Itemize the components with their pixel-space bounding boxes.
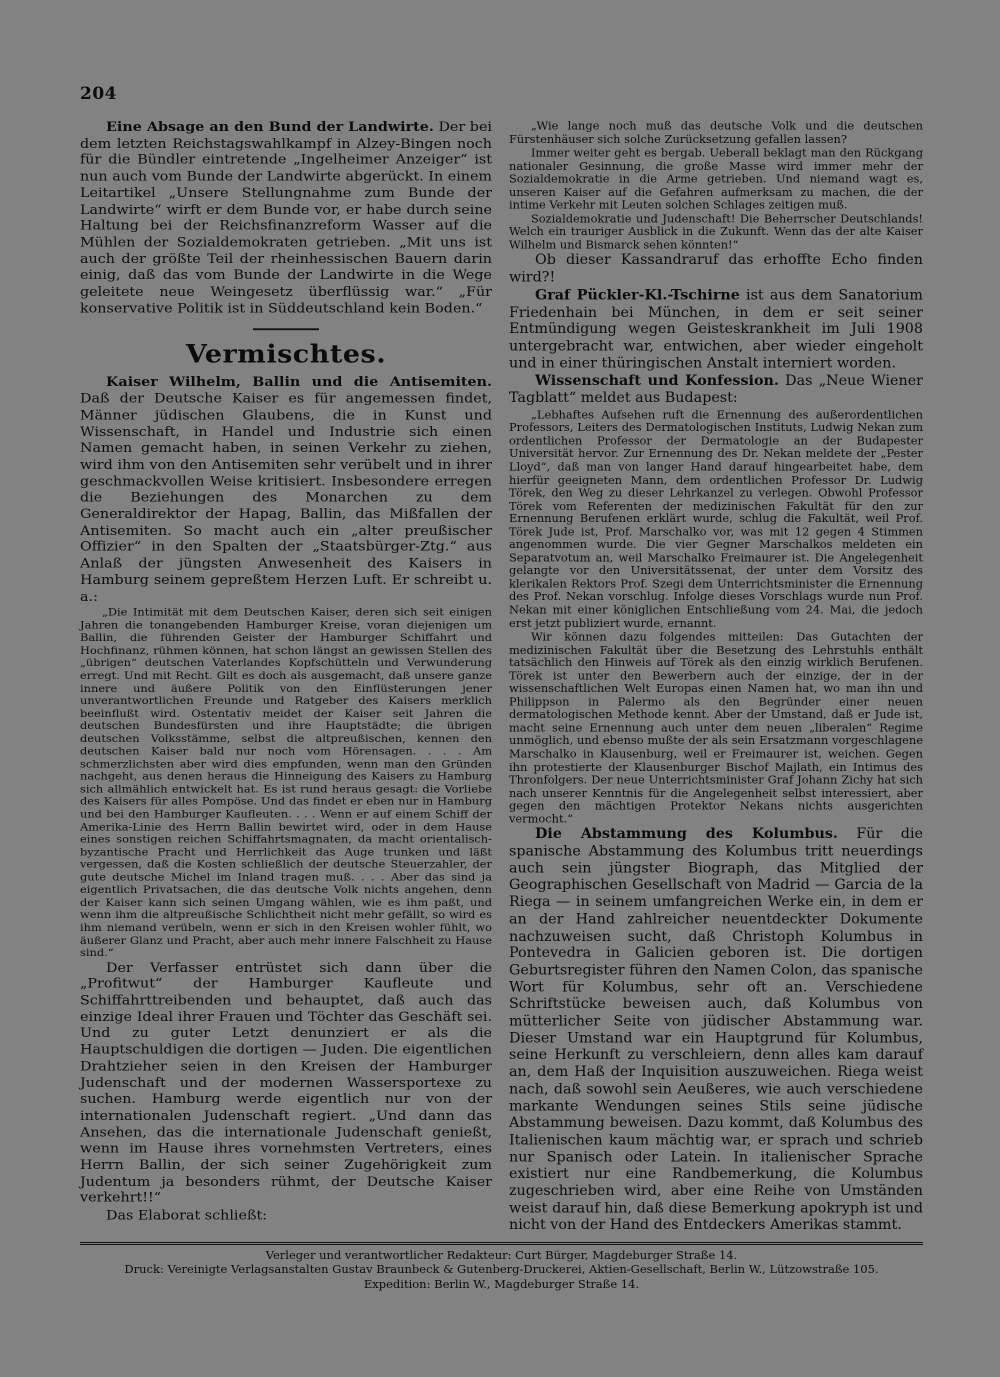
left-column bbox=[80, 120, 492, 1226]
quote-block: Wir können dazu folgendes mitteilen: Das Gutachten der medizinischen Fakultät über die Besetzung des Lehrstuhls enthält tatsächlich den Hinweis auf Törek als den einzig wirklich Berufenen. Törek ist unter den Bewerbern auch der einzige, der in der wissenschaftlichen Welt Europas einen Namen hat, wo man ihn und Philippson in Palermo als den Begründer einer neuen dermatologischen Methode kennt. Aber der Umstand, daß er Jude ist, macht seine Ernennung auch unter dem neuen „liberalen“ Regime unmöglich, und ebenso mußte der als sein Ersatzmann vorgeschlagene Marschalko in Klausenburg, weil er Freimaurer ist, weichen. Gegen ihn protestierte der Klausenburger Bischof Majlath, ein Intimus des Thronfolgers. Der neue Unterrichtsminister Graf Johann Zichy hat sich nach unserer Kenntnis für die Angelegenheit selbst interessiert, aber gegen den mächtigen Protektor Nekans nichts ausgerichten vermocht.“ bbox=[509, 629, 923, 826]
imprint-publisher: Verleger und verantwortlicher Redakteur: Curt Bürger, Magdeburger Straße 14. bbox=[265, 1248, 738, 1262]
article-paragraph: Der Verfasser entrüstet sich dann über die „Profitwut“ der Hamburger Kaufleute und Schiffahrttreibenden und behauptet, daß auch das einzige Ideal ihrer Frauen und Töchter das Geschäft sei. Und zu guter Letzt denunziert er als die Hauptschuldigen die dortigen — Juden. Die eigentlichen Drahtzieher seien in den Kreisen der Hamburger Judenschaft und der modernen Wassersportexe zu suchen. Hamburg werde eigentlich nur von der internationalen Judenschaft regiert. „Und dann das Ansehen, das die internationale Judenschaft genießt, wenn im Hause ihres vornehmsten Vertreters, eines Herrn Ballin, der sich seiner Zugehörigkeit zum Judentum ja besonders rühmt, der Deutsche Kaiser verkehrt!!“ bbox=[80, 960, 492, 1206]
article-headline: Eine Absage an den Bund der Landwirte. bbox=[106, 120, 434, 135]
article-headline: Kaiser Wilhelm, Ballin und die Antisemiten. bbox=[106, 375, 492, 391]
article-text: Der bei dem letzten Reichstagswahlkampf in Alzey-Bingen noch für die Bündler eintretende „Ingelheimer Anzeiger“ ist nun auch vom Bunde der Landwirte abgerückt. In einem Leitartikel „Unsere Stellungnahme zum Bunde der Landwirte“ wirft er dem Bunde vor, er habe durch seine Haltung bei der Reichsfinanzreform Wasser auf die Mühlen der Sozialdemokraten getrieben. „Mit uns ist auch der größte Teil der rheinhessischen Bauern darin einig, daß das vom Bunde der Landwirte in die Wege geleitete neue Weingesetz überflüssig war.“ „Für konservative Politik ist in Süddeutschland kein Boden.“ bbox=[80, 120, 492, 316]
article-bund-der-landwirte bbox=[80, 120, 492, 318]
imprint-footer bbox=[80, 1242, 923, 1291]
right-column bbox=[509, 120, 923, 1236]
article-headline: Wissenschaft und Konfession. bbox=[535, 373, 779, 390]
quote-block: „Lebhaftes Aufsehen ruft die Ernennung des außerordentlichen Professors, Leiters des Dermatologischen Instituts, Ludwig Nekan zum ordentlichen Professor der Dermatologie an der Budapester Universität hervor. Zur Ernennung des Dr. Nekan meldete der „Pester Lloyd“, daß man von langer Hand darauf hingearbeitet habe, dem hierfür geeigneten Mann, dem ordentlichen Professor Dr. Ludwig Törek, den Weg zu dieser Lehrkanzel zu verlegen. Obwohl Professor Törek vom Referenten der medizinischen Fakultät für den zur Ernennung Berufenen erklärt wurde, schlug die Fakultät, weil Prof. Törek Jude ist, Prof. Marschalko vor, was mit 12 gegen 4 Stimmen angenommen wurde. Die vier Gegner Marschalkos meldeten ein Separatvotum an, weil Marschalko Freimaurer ist. Die Angelegenheit gelangte vor den Universitätssenat, der unter dem Vorsitz des klerikalen Rektors Prof. Szegi dem Unterrichtsminister die Ernennung des Prof. Nekan vorschlug. Infolge dieses Vorschlags wurde nun Prof. Nekan mit einer königlichen Entschließung vom 24. Mai, die jedoch erst jetzt publiziert wurde, ernannt. bbox=[509, 407, 923, 630]
section-title: Vermischtes. bbox=[185, 340, 387, 370]
quote-block: „Die Intimität mit dem Deutschen Kaiser, deren sich seit einigen Jahren die tonangebenden Hamburger Kreise, voran diejenigen um Ballin, die führenden Geister der Hamburger Schiffahrt und Hochfinanz, rühmen können, hat schon längst an gewissen Stellen des „übrigen“ deutschen Vaterlandes Kopfschütteln und Verwunderung erregt. Und mit Recht. Gilt es doch als ausgemacht, daß unsere ganze innere und äußere Politik von den Einflüsterungen jener unverantwortlichen Freunde und Ratgeber des Kaisers merklich beeinflußt wird. Ostentativ meidet der Kaiser seit Jahren die deutschen Bundesfürsten und ihre Hauptstädte; die übrigen deutschen Volksstämme, selbst die altpreußischen, kennen den deutschen Kaiser bald nur noch vom Hörensagen. . . . Am schmerzlichsten aber wird dies empfunden, wenn man den Gründen nachgeht, aus denen heraus die Hinneigung des Kaisers zu Hamburg sich allmählich entwickelt hat. Es ist rund heraus gesagt: die Vorliebe des Kaisers für alles Pompöse. Und das findet er eben nur in Hamburg und bei den Hamburger Kaufleuten. . . . Wenn er auf einem Schiff der Amerika-Linie des Herrn Ballin bewirtet wird, oder in dem Hause eines sonstigen reichen Schiffahrtsmagnaten, da macht orientalisch-byzantische Pracht und Herrlichkeit das Auge trunken und läßt vergessen, daß die Kosten schließlich der deutsche Steuerzahler, der gute deutsche Michel im Inland tragen muß. . . . Aber das sind ja eigentlich Privatsachen, die das deutsche Volk nichts angehen, denn der Kaiser kann sich seinen Umgang wählen, wie es ihm paßt, und wenn ihm die altpreußische Schlichtheit nicht mehr gefällt, so wird es ihm niemand verübeln, wenn er sich in den Kreisen wohler fühlt, wo äußerer Glanz und Pracht, aber auch mehr innere Falschheit zu Hause sind.“ bbox=[80, 605, 492, 959]
article-text: Das „Neue Wiener Tagblatt“ meldet aus Budapest: bbox=[509, 373, 923, 407]
quote-block: „Wie lange noch muß das deutsche Volk und die deutschen Fürstenhäuser sich solche Zurücksetzung gefallen lassen? bbox=[509, 119, 923, 146]
article-text: ist aus dem Sanatorium Friedenhain bei München, in dem er seit seiner Entmündigung wegen Geisteskrankheit im Juli 1908 untergebracht war, entwichen, aber wieder eingeholt und in einer thüringischen Anstalt interniert worden. bbox=[509, 287, 923, 372]
article-headline: Graf Pückler-Kl.-Tschirne bbox=[535, 287, 740, 304]
article-paragraph: Ob dieser Kassandraruf das erhoffte Echo finden wird?! bbox=[509, 252, 923, 286]
article-kaiser-wilhelm bbox=[80, 375, 492, 605]
article-graf-pueckler bbox=[509, 288, 923, 373]
article-text: Für die spanische Abstammung des Kolumbus tritt neuerdings auch sein jüngster Biograph, das Mitglied der Geographischen Gesellschaft von Madrid — Garcia de la Riega — in seinem umfangreichen Werke ein, in dem er an der Hand zahlreicher neuentdeckter Dokumente nachzuweisen sucht, daß Christoph Kolumbus in Pontevedra in Galicien geboren ist. Die dortigen Geburtsregister führen den Namen Colon, das spanische Wort für Kolumbus, sehr oft an. Verschiedene Schriftstücke beweisen auch, daß Kolumbus von mütterlicher Seite von jüdischer Abstammung war. Dieser Umstand war ein Hauptgrund für Kolumbus, seine Herkunft zu verschleiern, denn alles kam darauf an, dem Haß der Inquisition auszuweichen. Riega weist nach, daß sowohl sein Aeußeres, wie auch verschiedene markante Wendungen seines Stils seine jüdische Abstammung beweisen. Dazu kommt, daß Kolumbus des Italienischen kaum mächtig war, er sprach und schrieb nur Spanisch oder Latein. In italienischer Sprache existiert nur eine Randbemerkung, die Kolumbus zugeschrieben wird, aber eine Reihe von Umständen weist darauf hin, daß diese Bemerkung apokryph ist und nicht von der Hand des Entdeckers Amerikas stammt. bbox=[509, 826, 923, 1234]
article-headline: Die Abstammung des Kolumbus. bbox=[535, 826, 838, 843]
imprint-printer: Druck: Vereinigte Verlagsanstalten Gustav Braunbeck & Gutenberg-Druckerei, Aktien-Gesellschaft, Berlin W., Lützowstraße 105. bbox=[124, 1262, 879, 1277]
page-number: 204 bbox=[80, 84, 117, 104]
article-wissenschaft-konfession bbox=[509, 374, 923, 408]
quote-block: Immer weiter geht es bergab. Ueberall beklagt man den Rückgang nationaler Gesinnung, die große Masse wird immer mehr der Sozialdemokratie in die Arme getrieben. Und niemand wagt es, unseren Kaiser auf die Gefahren aufmerksam zu machen, die der intime Verkehr mit Leuten solchen Schlages zeitigen muß. bbox=[509, 146, 923, 212]
article-text: Daß der Deutsche Kaiser es für angemessen findet, Männer jüdischen Glaubens, die in Kunst und Wissenschaft, in Handel und Industrie sich einen Namen gemacht haben, in seinen Verkehr zu ziehen, wird ihm von den Antisemiten sehr verübelt und in ihrer geschmackvollen Weise kritisiert. Insbesondere erregen die Beziehungen des Monarchen zu dem Generaldirektor der Hapag, Ballin, das Mißfallen der Antisemiten. So macht auch ein „alter preußischer Offizier“ in den Spalten der „Staatsbürger-Ztg.“ aus Anlaß der jüngsten Anwesenheit des Kaisers in Hamburg seinem gepreßtem Herzen Luft. Er schreibt u. a.: bbox=[80, 391, 492, 605]
imprint-expedition: Expedition: Berlin W., Magdeburger Straße 14. bbox=[363, 1276, 640, 1291]
article-paragraph: Das Elaborat schließt: bbox=[106, 1208, 268, 1224]
section-divider bbox=[253, 329, 319, 331]
article-abstammung-kolumbus bbox=[509, 827, 923, 1235]
quote-block: Sozialdemokratie und Judenschaft! Die Beherrscher Deutschlands! Welch ein trauriger Ausblick in die Zukunft. Wenn das der alte Kaiser Wilhelm und Bismarck sehen könnten!“ bbox=[509, 211, 923, 252]
